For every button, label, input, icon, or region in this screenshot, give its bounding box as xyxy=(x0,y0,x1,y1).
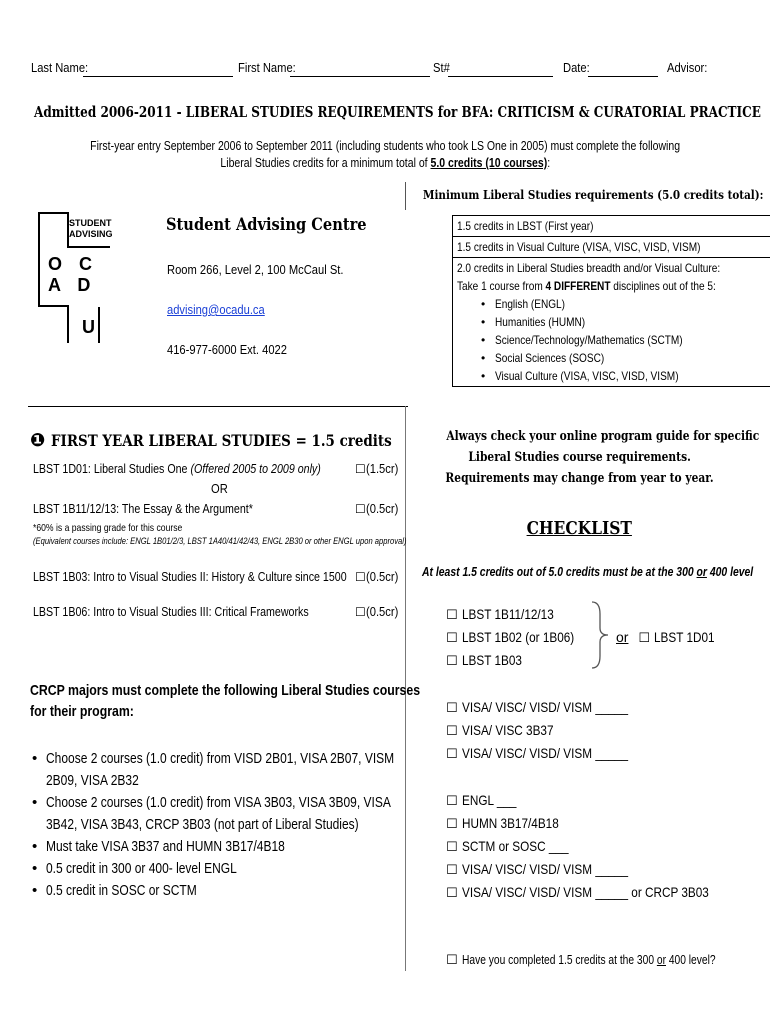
discipline-item: • Visual Culture (VISA, VISC, VISD, VISM) xyxy=(479,367,770,385)
checkbox-icon: ☐ xyxy=(355,605,366,619)
course-lbst-1b11: LBST 1B11/12/13: The Essay & the Argument* xyxy=(33,501,253,516)
or-label: or xyxy=(616,629,629,645)
course-lbst-1b06-credit[interactable]: ☐(0.5cr) xyxy=(355,604,399,619)
check-upper-level-credits[interactable]: ☐ Have you completed 1.5 credits at the 300 or 400 level? xyxy=(446,953,716,968)
equivalent-courses-note: (Equivalent courses include: ENGL 1B01/2/3, LBST 1A40/41/42/43, ENGL 2B30 or other ENGL upon approval) xyxy=(33,536,407,547)
student-number-label: St# xyxy=(433,60,450,75)
crcp-item: • Choose 2 courses (1.0 credit) from VISD 2B01, VISA 2B07, VISM 2B09, VISA 2B32 xyxy=(30,748,405,792)
req-row-visual-culture: 1.5 credits in Visual Culture (VISA, VISC, VISD, VISM) xyxy=(453,237,770,258)
logo-text-u: U xyxy=(82,317,95,337)
requirements-table xyxy=(452,215,722,387)
checkbox-icon: ☐ xyxy=(446,631,458,646)
number-one-icon: ❶ xyxy=(30,430,46,451)
logo-text-oc: O C xyxy=(48,254,99,274)
advisor-label: Advisor: xyxy=(667,60,708,75)
course-lbst-1d01-credit[interactable]: ☐(1.5cr) xyxy=(355,461,399,476)
crcp-item: • 0.5 credit in SOSC or SCTM xyxy=(30,880,405,902)
check-visual-culture-2[interactable]: ☐ VISA/ VISC/ VISD/ VISM _____ xyxy=(446,745,628,762)
course-lbst-1b11-credit[interactable]: ☐(0.5cr) xyxy=(355,501,399,516)
logo-text-advising: ADVISING xyxy=(69,229,113,239)
last-name-line[interactable] xyxy=(83,61,233,77)
checkbox-icon: ☐ xyxy=(355,502,366,516)
checkbox-icon: ☐ xyxy=(446,840,458,855)
date-line[interactable] xyxy=(588,61,658,77)
crcp-requirements-list xyxy=(30,748,405,902)
date-label: Date: xyxy=(563,60,590,75)
check-visual-culture-1[interactable]: ☐ VISA/ VISC/ VISD/ VISM _____ xyxy=(446,699,628,716)
check-lbst-1b02[interactable]: ☐ LBST 1B02 (or 1B06) xyxy=(446,629,574,646)
passing-grade-note: *60% is a passing grade for this course xyxy=(33,522,183,534)
advising-phone: 416-977-6000 Ext. 4022 xyxy=(167,342,287,357)
checkbox-icon: ☐ xyxy=(446,608,458,623)
check-visual-culture-4[interactable]: ☐ VISA/ VISC/ VISD/ VISM _____ or CRCP 3B03 xyxy=(446,884,709,901)
first-name-label: First Name: xyxy=(238,60,296,75)
check-engl[interactable]: ☐ ENGL ___ xyxy=(446,792,517,809)
discipline-item: • English (ENGL) xyxy=(479,295,770,313)
checkbox-icon: ☐ xyxy=(446,863,458,878)
checkbox-icon: ☐ xyxy=(446,817,458,832)
discipline-item: • Humanities (HUMN) xyxy=(479,313,770,331)
check-lbst-1b11[interactable]: ☐ LBST 1B11/12/13 xyxy=(446,606,554,623)
min-requirements-heading: Minimum Liberal Studies requirements (5.0 credits total): xyxy=(423,187,764,202)
crcp-item: • Choose 2 courses (1.0 credit) from VISA 3B03, VISA 3B09, VISA 3B42, VISA 3B43, CRCP 3B03 (not part of Liberal Studies) xyxy=(30,792,405,836)
page-title: Admitted 2006-2011 - LIBERAL STUDIES REQUIREMENTS for BFA: CRITICISM & CURATORIAL PRACTICE xyxy=(34,104,761,121)
course-lbst-1b03-credit[interactable]: ☐(0.5cr) xyxy=(355,569,399,584)
logo-text-student: STUDENT xyxy=(69,218,112,228)
check-visual-culture-3[interactable]: ☐ VISA/ VISC/ VISD/ VISM _____ xyxy=(446,861,628,878)
logo-text-ad: A D xyxy=(48,275,97,295)
first-name-line[interactable] xyxy=(290,61,430,77)
discipline-item: • Social Sciences (SOSC) xyxy=(479,349,770,367)
crcp-item: • Must take VISA 3B37 and HUMN 3B17/4B18 xyxy=(30,836,405,858)
checkbox-icon: ☐ xyxy=(446,953,458,968)
intro-text: First-year entry September 2006 to September 2011 (including students who took LS One in 2005) must complete the following Liberal Studies credits for a minimum total of 5.0 credits (10 courses): xyxy=(90,139,680,170)
checkbox-icon: ☐ xyxy=(355,462,366,476)
program-guide-notice: Always check your online program guide for specific Liberal Studies course requirements. Requirements may change from year to year. xyxy=(445,429,760,486)
crcp-item: • 0.5 credit in 300 or 400- level ENGL xyxy=(30,858,405,880)
checklist-title: CHECKLIST xyxy=(526,518,633,539)
ocad-logo xyxy=(38,212,113,344)
last-name-label: Last Name: xyxy=(31,60,89,75)
req-row-lbst: 1.5 credits in LBST (First year) xyxy=(453,216,770,237)
check-lbst-1b03[interactable]: ☐ LBST 1B03 xyxy=(446,652,522,669)
section-divider xyxy=(28,406,408,407)
check-humn[interactable]: ☐ HUMN 3B17/4B18 xyxy=(446,815,559,832)
checkbox-icon: ☐ xyxy=(355,570,366,584)
course-lbst-1b06: LBST 1B06: Intro to Visual Studies III: Critical Frameworks xyxy=(33,604,309,619)
advising-email[interactable]: advising@ocadu.ca xyxy=(167,302,265,317)
checkbox-icon: ☐ xyxy=(446,886,458,901)
checkbox-icon: ☐ xyxy=(446,747,458,762)
advising-address: Room 266, Level 2, 100 McCaul St. xyxy=(167,262,344,277)
checkbox-icon: ☐ xyxy=(446,701,458,716)
check-sctm-sosc[interactable]: ☐ SCTM or SOSC ___ xyxy=(446,838,569,855)
advisor-field[interactable] xyxy=(667,60,714,75)
checkbox-icon: ☐ xyxy=(446,794,458,809)
first-year-heading: ❶ FIRST YEAR LIBERAL STUDIES = 1.5 credits xyxy=(30,430,392,451)
discipline-item: • Science/Technology/Mathematics (SCTM) xyxy=(479,331,770,349)
checkbox-icon: ☐ xyxy=(446,724,458,739)
course-lbst-1d01: LBST 1D01: Liberal Studies One (Offered 2005 to 2009 only) xyxy=(33,461,321,476)
or-label: OR xyxy=(211,481,228,496)
right-brace-icon xyxy=(590,600,614,670)
course-lbst-1b03: LBST 1B03: Intro to Visual Studies II: History & Culture since 1500 xyxy=(33,569,347,584)
crcp-heading: CRCP majors must complete the following Liberal Studies courses for their program: xyxy=(30,682,421,720)
advising-centre-title: Student Advising Centre xyxy=(166,215,367,235)
student-number-line[interactable] xyxy=(448,61,553,77)
check-visa-3b37[interactable]: ☐ VISA/ VISC 3B37 xyxy=(446,722,554,739)
checkbox-icon: ☐ xyxy=(446,654,458,669)
check-lbst-1d01[interactable]: or ☐ LBST 1D01 xyxy=(616,629,715,646)
divider-top xyxy=(405,182,406,210)
req-row-breadth: 2.0 credits in Liberal Studies breadth and/or Visual Culture: Take 1 course from 4 DIFFERENT disciplines out of the 5: • English (ENGL) • Humanities (HUMN) • Science/Technology/Mathematics (SCTM) • Social Sciences (SOSC) • Visual Culture (VISA, VISC, VISD, VISM) xyxy=(453,258,770,387)
checklist-level-note: At least 1.5 credits out of 5.0 credits must be at the 300 or 400 level xyxy=(422,564,754,579)
checkbox-icon: ☐ xyxy=(638,631,650,646)
